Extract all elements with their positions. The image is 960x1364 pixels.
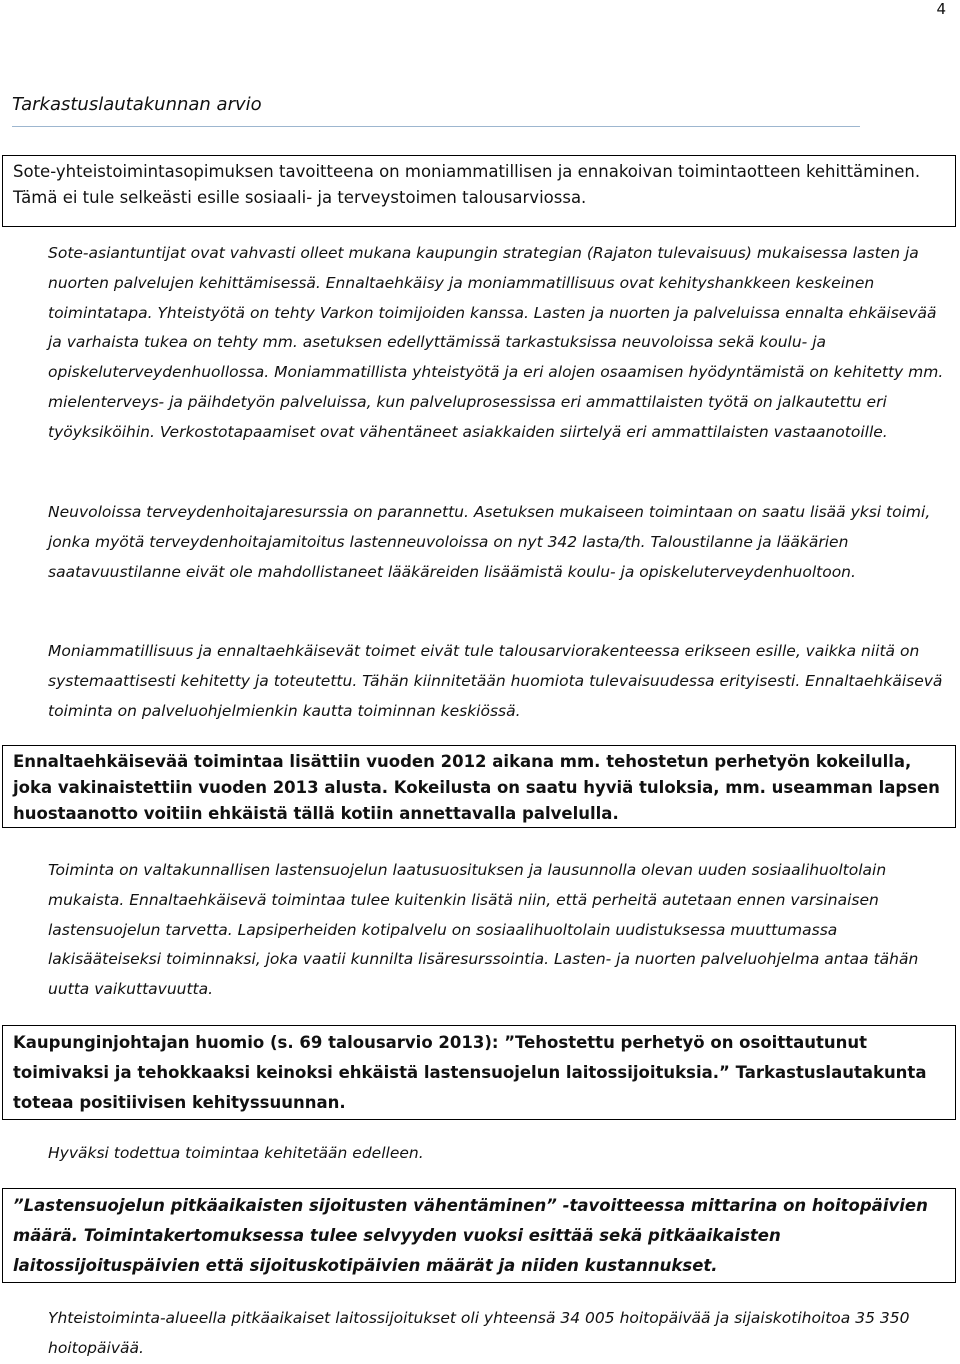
response-paragraph-4: Toiminta on valtakunnallisen lastensuojelun laatusuosituksen ja lausunnolla olevan uuden sosiaalihuoltolain mukaista. Ennaltaehkäisevä toimintaa tulee kuitenkin lisätä niin, että perheitä autetaan ennen varsinaisen lastensuojelun tarvetta. Lapsiperheiden kotipalvelu on sosiaalihuoltolain uudistuksessa muuttumassa lakisääteiseksi toiminnaksi, joka vaatii kunnilta lisäresurssointia. Lasten- ja nuorten palveluohjelma antaa tähän uutta vaikuttavuutta. bbox=[48, 861, 919, 999]
assessment-box-3: Kaupunginjohtajan huomio (s. 69 talousarvio 2013): ”Tehostettu perhetyö on osoittautunut toimivaksi ja tehokkaaksi keinoksi ehkäistä lastensuojelun laitossijoituksia.” Tarkastuslautakunta toteaa positiivisen kehityssuunnan. bbox=[2, 1025, 956, 1120]
response-paragraph-5: Hyväksi todettua toimintaa kehitetään edelleen. bbox=[48, 1144, 424, 1162]
page-number: 4 bbox=[936, 0, 946, 18]
assessment-box-4: ”Lastensuojelun pitkäaikaisten sijoitusten vähentäminen” -tavoitteessa mittarina on hoitopäivien määrä. Toimintakertomuksessa tulee selvyyden vuoksi esittää sekä pitkäaikaisten laitossijoituspäivien että sijoituskotipäivien määrät ja niiden kustannukset. bbox=[2, 1188, 956, 1283]
response-paragraph-3: Moniammatillisuus ja ennaltaehkäisevät toimet eivät tule talousarviorakenteessa erikseen esille, vaikka niitä on systemaattisesti kehitetty ja toteutettu. Tähän kiinnitetään huomiota tulevaisuudessa erityisesti. Ennaltaehkäisevä toiminta on palveluohjelmienkin kautta toiminnan keskiössä. bbox=[48, 642, 943, 720]
response-paragraph-6: Yhteistoiminta-alueella pitkäaikaiset laitossijoitukset oli yhteensä 34 005 hoitopäivää ja sijaiskotihoitoa 35 350 hoitopäivää. bbox=[48, 1309, 910, 1357]
heading-underline bbox=[12, 126, 860, 127]
assessment-box-2: Ennaltaehkäisevää toimintaa lisättiin vuoden 2012 aikana mm. tehostetun perhetyön kokeilulla, joka vakinaistettiin vuoden 2013 alusta. Kokeilusta on saatu hyviä tuloksia, mm. useamman lapsen huostaanotto voitiin ehkäistä tällä kotiin annettavalla palvelulla. bbox=[2, 745, 956, 828]
response-paragraph-1: Sote-asiantuntijat ovat vahvasti olleet mukana kaupungin strategian (Rajaton tulevaisuus) mukaisessa lasten ja nuorten palvelujen kehittämisessä. Ennaltaehkäisy ja moniammatillisuus ovat kehityshankkeen keskeinen toimintatapa. Yhteistyötä on tehty Varkon toimijoiden kanssa. Lasten ja nuorten ja palveluissa ennalta ehkäisevää ja varhaista tukea on tehty mm. asetuksen edellyttämissä tarkastuksissa neuvoloissa sekä koulu- ja opiskeluterveydenhuollossa. Moniammatillista yhteistyötä ja eri alojen osaamisen hyödyntämistä on kehitetty mm. mielenterveys- ja päihdetyön palveluissa, kun palveluprosessissa eri ammattilaisten työtä on jalkautettu eri työyksiköihin. Verkostotapaamiset ovat vähentäneet asiakkaiden siirtelyä eri ammattilaisten vastaanotoille. bbox=[48, 244, 944, 441]
response-paragraph-2: Neuvoloissa terveydenhoitajaresurssia on parannettu. Asetuksen mukaiseen toimintaan on saatu lisää yksi toimi, jonka myötä terveydenhoitajamitoitus lastenneuvoloissa on nyt 342 lasta/th. Taloustilanne ja lääkärien saatavuustilanne eivät ole mahdollistaneet lääkäreiden lisäämistä koulu- ja opiskeluterveydenhuoltoon. bbox=[48, 503, 931, 581]
assessment-box-1: Sote-yhteistoimintasopimuksen tavoitteena on moniammatillisen ja ennakoivan toimintaotteen kehittäminen. Tämä ei tule selkeästi esille sosiaali- ja terveystoimen talousarviossa. bbox=[2, 155, 956, 227]
section-heading: Tarkastuslautakunnan arvio bbox=[12, 94, 262, 115]
